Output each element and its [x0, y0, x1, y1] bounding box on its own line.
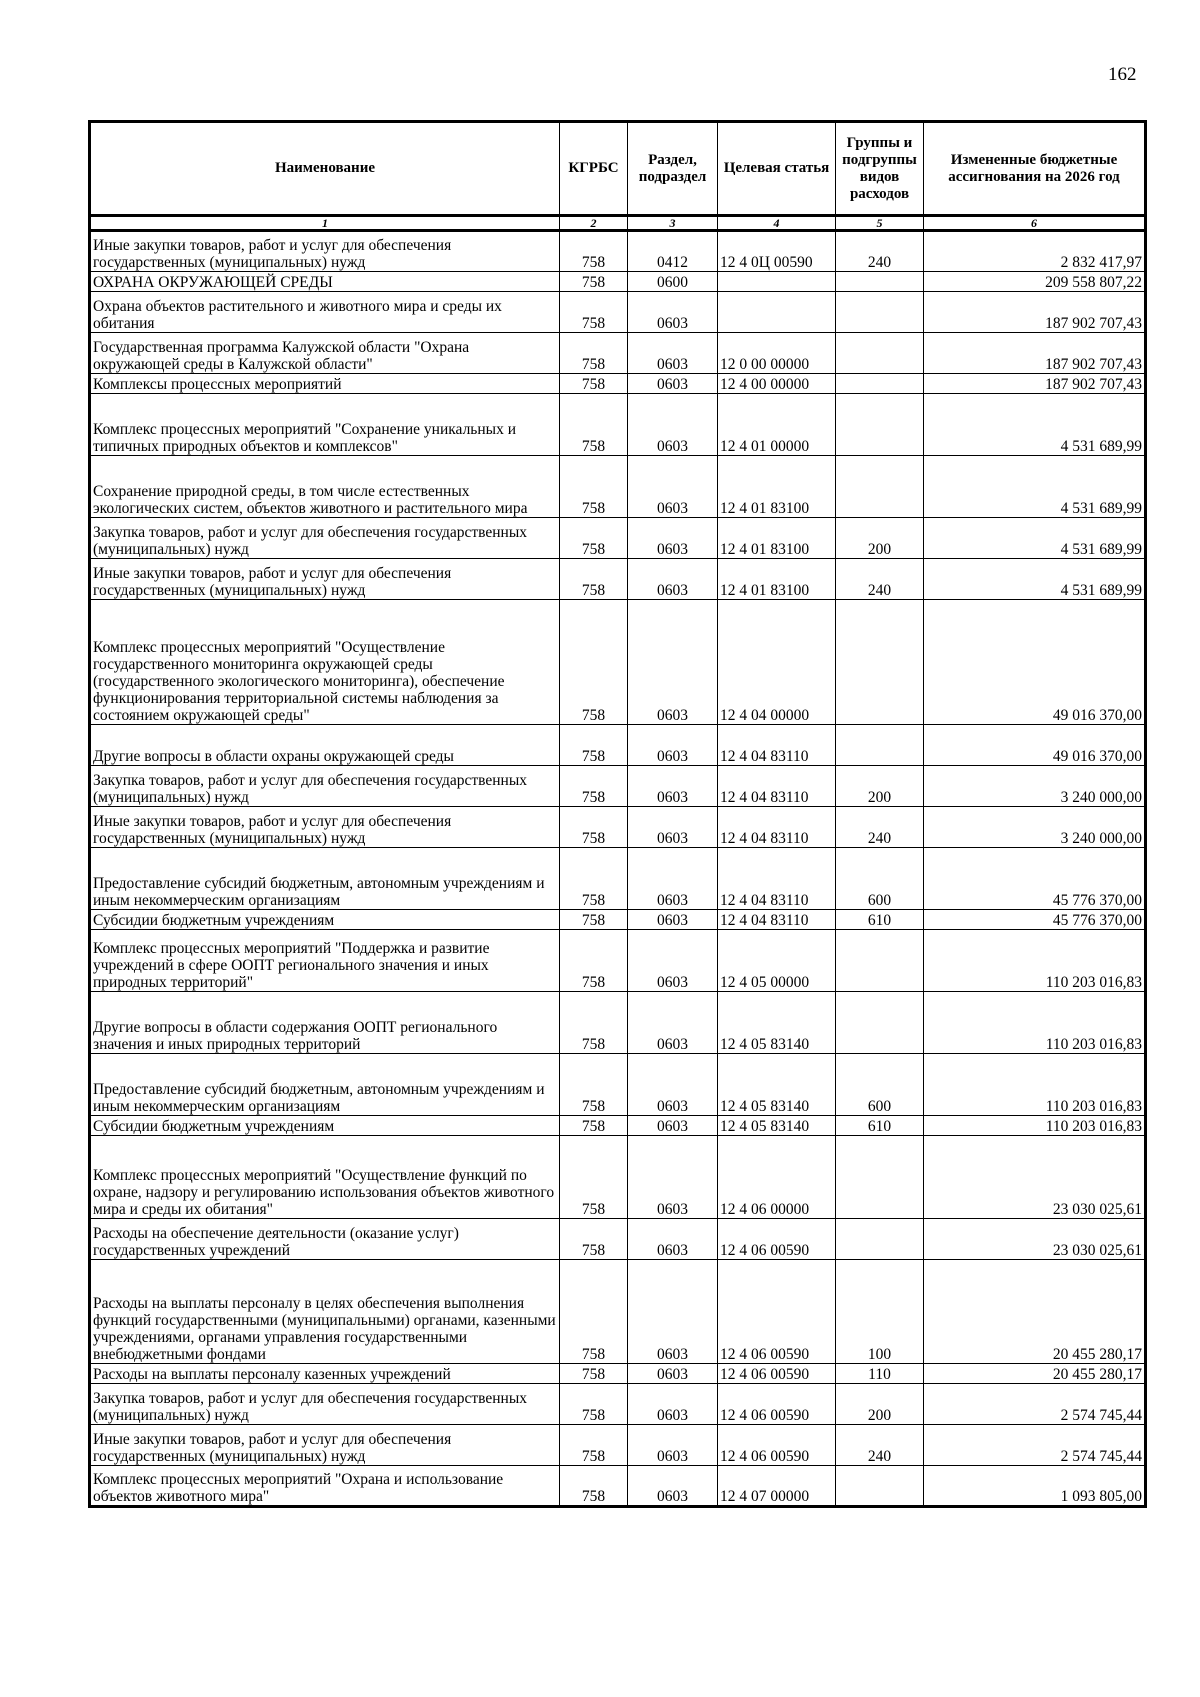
- column-number: 4: [718, 216, 836, 231]
- row-section: 0603: [628, 1425, 718, 1466]
- row-target: 12 4 05 83140: [718, 992, 836, 1054]
- row-section: 0603: [628, 394, 718, 456]
- page-number: 162: [1108, 64, 1137, 85]
- row-group: 600: [836, 848, 924, 910]
- row-target: 12 0 00 00000: [718, 333, 836, 374]
- row-amount: 49 016 370,00: [924, 600, 1146, 725]
- row-target: [718, 292, 836, 333]
- row-group: 610: [836, 1116, 924, 1136]
- row-kgrbs: 758: [560, 559, 628, 600]
- header-row: [90, 122, 1146, 216]
- table-row: [90, 231, 1146, 272]
- row-section: 0603: [628, 807, 718, 848]
- row-kgrbs: 758: [560, 807, 628, 848]
- row-name: Охрана объектов растительного и животного мира и среды их обитания: [90, 292, 560, 333]
- column-number: 1: [90, 216, 560, 231]
- row-kgrbs: 758: [560, 1116, 628, 1136]
- row-target: 12 4 06 00000: [718, 1136, 836, 1219]
- row-section: 0603: [628, 1260, 718, 1364]
- row-target: 12 4 04 83110: [718, 766, 836, 807]
- row-name: Расходы на обеспечение деятельности (оказание услуг) государственных учреждений: [90, 1219, 560, 1260]
- row-target: 12 4 0Ц 00590: [718, 231, 836, 272]
- row-group: [836, 374, 924, 394]
- row-target: 12 4 01 83100: [718, 559, 836, 600]
- row-kgrbs: 758: [560, 272, 628, 292]
- row-name: Расходы на выплаты персоналу казенных учреждений: [90, 1364, 560, 1384]
- row-amount: 187 902 707,43: [924, 292, 1146, 333]
- row-amount: 187 902 707,43: [924, 333, 1146, 374]
- row-target: [718, 272, 836, 292]
- row-name: Закупка товаров, работ и услуг для обеспечения государственных (муниципальных) нужд: [90, 518, 560, 559]
- row-group: 600: [836, 1054, 924, 1116]
- row-kgrbs: 758: [560, 456, 628, 518]
- row-group: [836, 1219, 924, 1260]
- row-group: 240: [836, 559, 924, 600]
- table-row: [90, 600, 1146, 725]
- row-amount: 23 030 025,61: [924, 1136, 1146, 1219]
- table-row: [90, 766, 1146, 807]
- row-section: 0603: [628, 1054, 718, 1116]
- header-section: Раздел, подраздел: [628, 122, 718, 216]
- row-target: 12 4 01 83100: [718, 456, 836, 518]
- row-amount: 4 531 689,99: [924, 394, 1146, 456]
- row-section: 0603: [628, 1364, 718, 1384]
- row-kgrbs: 758: [560, 292, 628, 333]
- row-group: 200: [836, 1384, 924, 1425]
- row-amount: 45 776 370,00: [924, 848, 1146, 910]
- row-target: 12 4 06 00590: [718, 1384, 836, 1425]
- row-section: 0603: [628, 930, 718, 992]
- row-target: 12 4 06 00590: [718, 1364, 836, 1384]
- row-kgrbs: 758: [560, 1054, 628, 1116]
- row-section: 0603: [628, 1384, 718, 1425]
- row-group: [836, 456, 924, 518]
- row-amount: 2 574 745,44: [924, 1425, 1146, 1466]
- row-kgrbs: 758: [560, 725, 628, 766]
- table-row: [90, 1054, 1146, 1116]
- row-kgrbs: 758: [560, 848, 628, 910]
- row-name: Комплекс процессных мероприятий "Поддержка и развитие учреждений в сфере ООПТ регионального значения и иных природных территорий": [90, 930, 560, 992]
- row-kgrbs: 758: [560, 1219, 628, 1260]
- row-section: 0603: [628, 725, 718, 766]
- row-section: 0603: [628, 333, 718, 374]
- row-group: [836, 725, 924, 766]
- row-kgrbs: 758: [560, 374, 628, 394]
- row-target: 12 4 04 00000: [718, 600, 836, 725]
- table-row: [90, 1116, 1146, 1136]
- row-group: [836, 600, 924, 725]
- table-row: [90, 518, 1146, 559]
- row-name: Другие вопросы в области охраны окружающей среды: [90, 725, 560, 766]
- row-kgrbs: 758: [560, 930, 628, 992]
- table-row: [90, 1466, 1146, 1507]
- row-name: Предоставление субсидий бюджетным, автономным учреждениям и иным некоммерческим организациям: [90, 848, 560, 910]
- row-section: 0603: [628, 992, 718, 1054]
- row-amount: 187 902 707,43: [924, 374, 1146, 394]
- row-name: Предоставление субсидий бюджетным, автономным учреждениям и иным некоммерческим организациям: [90, 1054, 560, 1116]
- table-row: [90, 1425, 1146, 1466]
- table-row: [90, 1136, 1146, 1219]
- table-row: [90, 807, 1146, 848]
- table-row: [90, 930, 1146, 992]
- row-section: 0603: [628, 559, 718, 600]
- row-section: 0603: [628, 600, 718, 725]
- row-amount: 4 531 689,99: [924, 456, 1146, 518]
- row-section: 0603: [628, 910, 718, 930]
- row-target: 12 4 01 83100: [718, 518, 836, 559]
- budget-table: [88, 120, 1147, 1508]
- row-group: [836, 992, 924, 1054]
- row-kgrbs: 758: [560, 992, 628, 1054]
- row-group: 100: [836, 1260, 924, 1364]
- row-target: 12 4 04 83110: [718, 910, 836, 930]
- row-kgrbs: 758: [560, 1384, 628, 1425]
- row-group: [836, 333, 924, 374]
- row-kgrbs: 758: [560, 231, 628, 272]
- row-name: Другие вопросы в области содержания ООПТ регионального значения и иных природных территорий: [90, 992, 560, 1054]
- row-name: Субсидии бюджетным учреждениям: [90, 1116, 560, 1136]
- row-amount: 2 574 745,44: [924, 1384, 1146, 1425]
- row-group: 110: [836, 1364, 924, 1384]
- table-row: [90, 992, 1146, 1054]
- row-amount: 20 455 280,17: [924, 1260, 1146, 1364]
- row-group: [836, 930, 924, 992]
- row-name: Иные закупки товаров, работ и услуг для обеспечения государственных (муниципальных) нужд: [90, 231, 560, 272]
- row-amount: 110 203 016,83: [924, 1116, 1146, 1136]
- row-section: 0603: [628, 374, 718, 394]
- table-row: [90, 272, 1146, 292]
- header-kgrbs: КГРБС: [560, 122, 628, 216]
- column-number: 6: [924, 216, 1146, 231]
- row-group: 610: [836, 910, 924, 930]
- table-row: [90, 848, 1146, 910]
- row-amount: 23 030 025,61: [924, 1219, 1146, 1260]
- row-amount: 3 240 000,00: [924, 766, 1146, 807]
- row-section: 0603: [628, 1466, 718, 1507]
- row-kgrbs: 758: [560, 1364, 628, 1384]
- header-amount: Измененные бюджетные ассигнования на 2026 год: [924, 122, 1146, 216]
- row-name: Комплекс процессных мероприятий "Сохранение уникальных и типичных природных объектов и комплексов": [90, 394, 560, 456]
- row-name: Иные закупки товаров, работ и услуг для обеспечения государственных (муниципальных) нужд: [90, 559, 560, 600]
- row-amount: 110 203 016,83: [924, 930, 1146, 992]
- row-section: 0603: [628, 1136, 718, 1219]
- column-number: 2: [560, 216, 628, 231]
- row-section: 0603: [628, 848, 718, 910]
- row-target: 12 4 01 00000: [718, 394, 836, 456]
- row-kgrbs: 758: [560, 1136, 628, 1219]
- table-row: [90, 1260, 1146, 1364]
- row-kgrbs: 758: [560, 1425, 628, 1466]
- row-kgrbs: 758: [560, 1466, 628, 1507]
- row-target: 12 4 00 00000: [718, 374, 836, 394]
- row-section: 0603: [628, 518, 718, 559]
- table-row: [90, 1384, 1146, 1425]
- row-amount: 3 240 000,00: [924, 807, 1146, 848]
- row-group: 200: [836, 766, 924, 807]
- column-number: 3: [628, 216, 718, 231]
- table-row: [90, 374, 1146, 394]
- row-section: 0603: [628, 766, 718, 807]
- row-target: 12 4 04 83110: [718, 725, 836, 766]
- row-target: 12 4 06 00590: [718, 1219, 836, 1260]
- row-name: Комплекс процессных мероприятий "Осуществление функций по охране, надзору и регулированию использования объектов животного мира и среды их обитания": [90, 1136, 560, 1219]
- row-target: 12 4 05 00000: [718, 930, 836, 992]
- row-target: 12 4 05 83140: [718, 1054, 836, 1116]
- table-row: [90, 910, 1146, 930]
- row-name: Закупка товаров, работ и услуг для обеспечения государственных (муниципальных) нужд: [90, 1384, 560, 1425]
- row-section: 0603: [628, 1219, 718, 1260]
- table-row: [90, 1364, 1146, 1384]
- row-name: ОХРАНА ОКРУЖАЮЩЕЙ СРЕДЫ: [90, 272, 560, 292]
- row-kgrbs: 758: [560, 518, 628, 559]
- row-amount: 4 531 689,99: [924, 518, 1146, 559]
- row-group: 240: [836, 807, 924, 848]
- row-name: Сохранение природной среды, в том числе естественных экологических систем, объектов животного и растительного мира: [90, 456, 560, 518]
- row-amount: 49 016 370,00: [924, 725, 1146, 766]
- row-amount: 45 776 370,00: [924, 910, 1146, 930]
- table-row: [90, 456, 1146, 518]
- table-row: [90, 333, 1146, 374]
- row-group: [836, 272, 924, 292]
- table-row: [90, 559, 1146, 600]
- row-kgrbs: 758: [560, 1260, 628, 1364]
- table-row: [90, 725, 1146, 766]
- row-target: 12 4 06 00590: [718, 1260, 836, 1364]
- row-group: [836, 394, 924, 456]
- header-group: Группы и подгруппы видов расходов: [836, 122, 924, 216]
- table-row: [90, 394, 1146, 456]
- table-row: [90, 292, 1146, 333]
- row-amount: 110 203 016,83: [924, 992, 1146, 1054]
- row-name: Иные закупки товаров, работ и услуг для обеспечения государственных (муниципальных) нужд: [90, 807, 560, 848]
- row-section: 0600: [628, 272, 718, 292]
- row-group: 240: [836, 1425, 924, 1466]
- row-name: Иные закупки товаров, работ и услуг для обеспечения государственных (муниципальных) нужд: [90, 1425, 560, 1466]
- row-name: Комплекс процессных мероприятий "Охрана и использование объектов животного мира": [90, 1466, 560, 1507]
- row-section: 0603: [628, 1116, 718, 1136]
- row-kgrbs: 758: [560, 766, 628, 807]
- row-name: Государственная программа Калужской области "Охрана окружающей среды в Калужской области": [90, 333, 560, 374]
- row-kgrbs: 758: [560, 333, 628, 374]
- row-group: [836, 1466, 924, 1507]
- row-group: [836, 292, 924, 333]
- row-name: Расходы на выплаты персоналу в целях обеспечения выполнения функций государственными (муниципальными) органами, казенными учреждениями, органами управления государственными внебюджетными фондами: [90, 1260, 560, 1364]
- row-target: 12 4 05 83140: [718, 1116, 836, 1136]
- row-name: Комплекс процессных мероприятий "Осуществление государственного мониторинга окружающей среды (государственного экологического мониторинга), обеспечение функционирования территориальной системы наблюдения за состоянием окружающей среды": [90, 600, 560, 725]
- row-kgrbs: 758: [560, 394, 628, 456]
- row-section: 0603: [628, 456, 718, 518]
- row-target: 12 4 07 00000: [718, 1466, 836, 1507]
- row-amount: 110 203 016,83: [924, 1054, 1146, 1116]
- row-amount: 20 455 280,17: [924, 1364, 1146, 1384]
- row-section: 0603: [628, 292, 718, 333]
- column-number-row: [90, 216, 1146, 231]
- row-amount: 209 558 807,22: [924, 272, 1146, 292]
- row-amount: 2 832 417,97: [924, 231, 1146, 272]
- row-amount: 4 531 689,99: [924, 559, 1146, 600]
- row-group: 200: [836, 518, 924, 559]
- header-name: Наименование: [90, 122, 560, 216]
- row-name: Субсидии бюджетным учреждениям: [90, 910, 560, 930]
- column-number: 5: [836, 216, 924, 231]
- row-name: Закупка товаров, работ и услуг для обеспечения государственных (муниципальных) нужд: [90, 766, 560, 807]
- row-amount: 1 093 805,00: [924, 1466, 1146, 1507]
- row-kgrbs: 758: [560, 910, 628, 930]
- row-group: 240: [836, 231, 924, 272]
- header-target: Целевая статья: [718, 122, 836, 216]
- row-kgrbs: 758: [560, 600, 628, 725]
- row-target: 12 4 04 83110: [718, 848, 836, 910]
- row-section: 0412: [628, 231, 718, 272]
- row-target: 12 4 04 83110: [718, 807, 836, 848]
- row-target: 12 4 06 00590: [718, 1425, 836, 1466]
- row-group: [836, 1136, 924, 1219]
- table-row: [90, 1219, 1146, 1260]
- row-name: Комплексы процессных мероприятий: [90, 374, 560, 394]
